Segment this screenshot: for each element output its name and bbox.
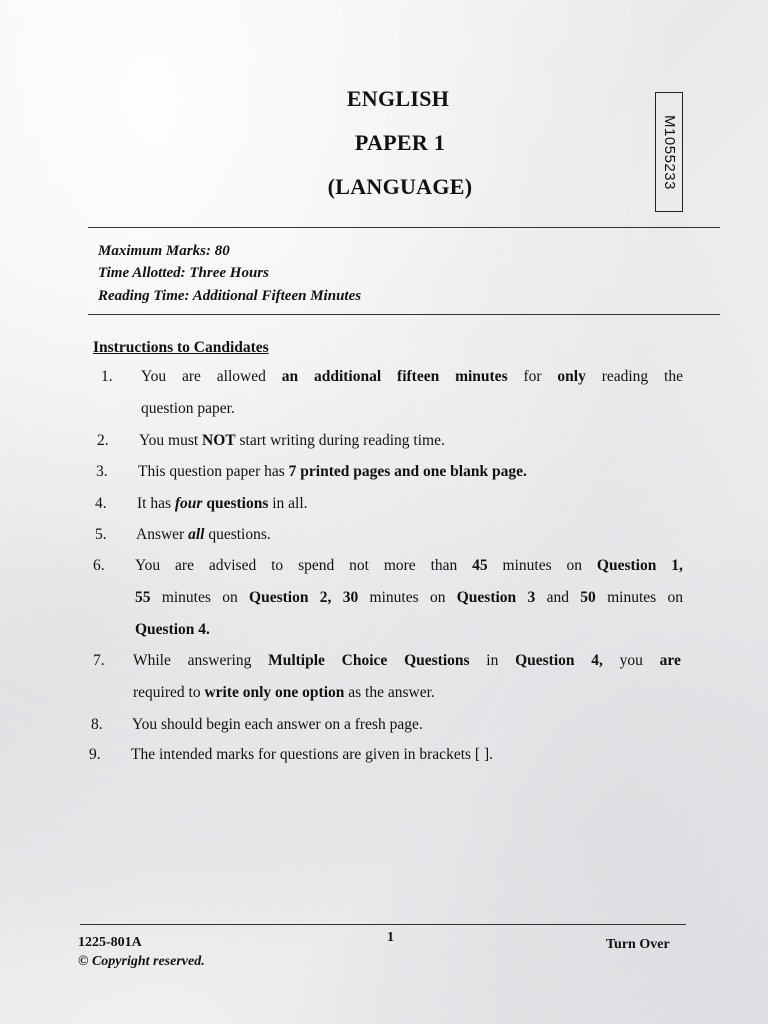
instruction-7-line [133,652,681,670]
instruction-text-segment: are [659,652,681,669]
instruction-4-line [137,495,308,513]
instruction-text-segment: spend [298,557,335,574]
divider-top [88,227,720,228]
instruction-text-segment: You should begin each answer on a fresh page. [132,716,423,733]
time-allotted: Time Allotted: Three Hours [98,265,269,281]
instruction-number: 3. [96,463,108,480]
instruction-text-segment: allowed [216,368,266,385]
turn-over-label: Turn Over [606,937,670,952]
instruction-8-line [132,716,423,734]
instruction-6-line [135,589,683,607]
instruction-text-segment: 55 [135,589,151,606]
instruction-text-segment: not [349,557,369,574]
instruction-7-line [133,684,435,702]
paper-section: (LANGUAGE) [327,174,473,199]
instruction-number: 1. [101,368,113,385]
instruction-text-segment: 2, [319,589,332,606]
instruction-text-segment: an [281,368,299,385]
instruction-text-segment: additional [313,368,382,385]
subject-title: ENGLISH [346,86,450,111]
instruction-text-segment: minutes [607,589,657,606]
instruction-text-segment: you [619,652,643,669]
instruction-text-segment: four [174,495,203,512]
instruction-text-segment: fifteen [397,368,440,385]
instruction-number: 2. [97,432,109,449]
instruction-text-segment: write only one option [204,684,345,701]
instruction-text-segment: 4, [591,652,603,669]
copyright-notice: © Copyright reserved. [78,954,205,969]
instruction-text-segment: 7 printed pages and one blank page. [288,463,527,480]
instruction-9-line [131,746,493,764]
instruction-text-segment: and [546,589,569,606]
instruction-2-line [139,432,445,450]
instruction-text-segment: minutes [161,589,211,606]
instruction-text-segment: 45 [472,557,488,574]
instruction-text-segment: Question [456,589,517,606]
instruction-text-segment: This question paper has [138,463,289,480]
instruction-6-line [135,621,210,639]
instruction-text-segment: Question [596,557,657,574]
divider-bottom [80,924,686,925]
instruction-text-segment: start writing during reading time. [235,432,445,449]
instruction-text-segment: While [133,652,171,669]
instruction-1-line [141,400,235,418]
instruction-text-segment: than [430,557,458,574]
instruction-text-segment: minutes [455,368,508,385]
maximum-marks: Maximum Marks: 80 [98,243,230,259]
instruction-5-line [136,526,271,544]
instruction-text-segment: NOT [202,432,236,449]
instruction-text-segment: Question 4. [135,621,210,638]
instruction-3-line [138,463,527,481]
instruction-text-segment: in all. [268,495,308,512]
instruction-text-segment: 3 [527,589,536,606]
instruction-text-segment: Choice [341,652,388,669]
instruction-text-segment: 30 [342,589,359,606]
instruction-text-segment: required to [133,684,205,701]
instruction-1-line [141,368,683,386]
instruction-text-segment: are [182,368,201,385]
serial-code: M1055233 [660,114,678,190]
instruction-text-segment: all [188,526,205,543]
instruction-text-segment: It has [137,495,175,512]
instruction-6-line [135,557,683,575]
divider-middle [88,314,720,315]
paper-code: 1225-801A [78,935,142,950]
instruction-text-segment: in [486,652,499,669]
instruction-text-segment: the [664,368,683,385]
reading-time: Reading Time: Additional Fifteen Minutes [98,288,362,304]
instruction-text-segment: advised [208,557,257,574]
instruction-number: 8. [91,716,103,733]
instruction-text-segment: only [557,368,586,385]
instruction-text-segment: on [429,589,446,606]
instructions-heading: Instructions to Candidates [93,339,269,356]
instruction-text-segment: to [271,557,284,574]
instruction-text-segment: are [175,557,194,574]
instruction-text-segment: 1, [671,557,683,574]
instruction-number: 4. [95,495,107,512]
instruction-text-segment: for [523,368,542,385]
instruction-text-segment: minutes [502,557,552,574]
instruction-text-segment: questions [202,495,269,512]
instruction-number: 7. [93,652,105,669]
instruction-text-segment: reading [601,368,649,385]
paper-number: PAPER 1 [354,130,446,155]
instruction-text-segment: Questions [404,652,470,669]
instruction-text-segment: as the answer. [344,684,435,701]
instruction-text-segment: You must [139,432,203,449]
instruction-number: 6. [93,557,105,574]
serial-code-box [655,92,683,212]
instruction-text-segment: You [135,557,161,574]
instruction-text-segment: Question [515,652,575,669]
instruction-text-segment: The intended marks for questions are given in brackets [ ]. [131,746,493,763]
instruction-text-segment: minutes [369,589,419,606]
instruction-text-segment: You [141,368,167,385]
instruction-number: 9. [89,746,101,763]
instruction-text-segment: Question [249,589,309,606]
instruction-number: 5. [95,526,107,543]
instruction-text-segment: on [566,557,583,574]
instruction-text-segment: on [667,589,683,606]
page-number: 1 [387,930,394,945]
instruction-text-segment: 50 [580,589,596,606]
instruction-text-segment: questions. [204,526,271,543]
instruction-text-segment: Answer [136,526,189,543]
instruction-text-segment: more [383,557,416,574]
instruction-text-segment: Multiple [268,652,325,669]
instruction-text-segment: on [222,589,238,606]
instruction-text-segment: question paper. [141,400,235,417]
instruction-text-segment: answering [187,652,252,669]
